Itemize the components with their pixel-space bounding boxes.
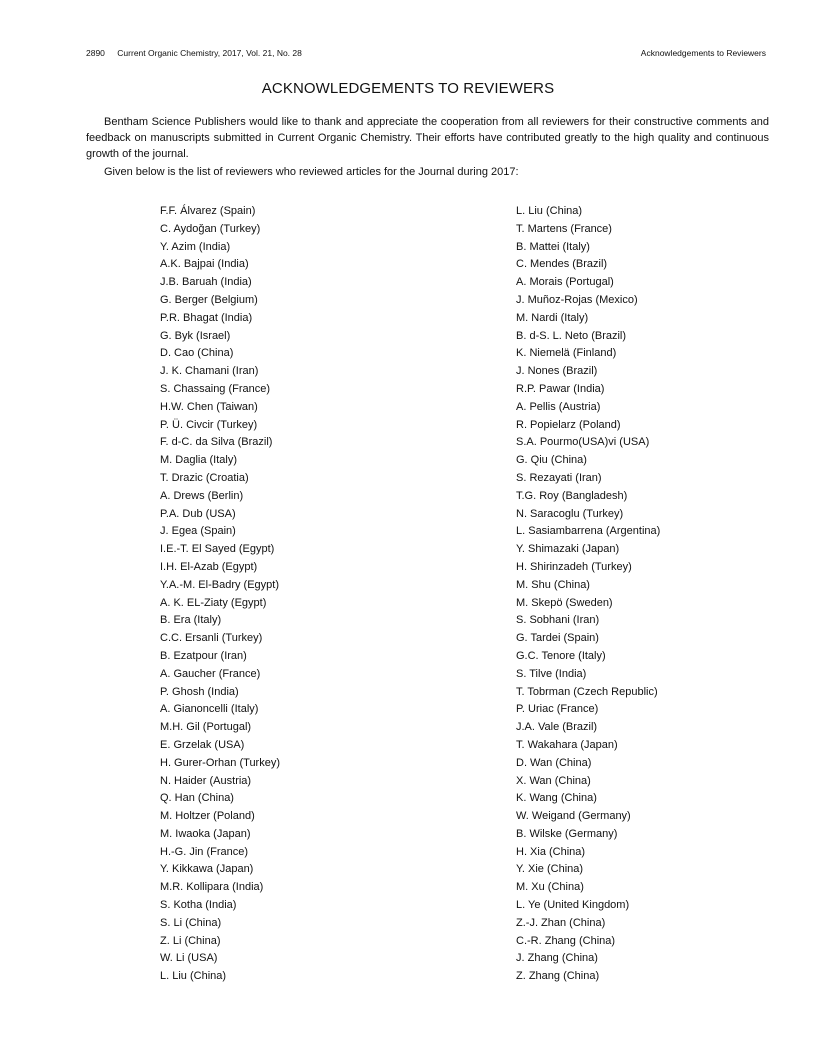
reviewer-entry: J. Nones (Brazil) (516, 365, 598, 378)
reviewer-entry: D. Wan (China) (516, 756, 592, 769)
reviewer-entry: T. Martens (France) (516, 222, 612, 235)
reviewer-entry: B. Era (Italy) (160, 614, 222, 627)
reviewer-entry: Y.A.-M. El-Badry (Egypt) (160, 578, 279, 591)
reviewer-entry: J. Muñoz-Rojas (Mexico) (516, 293, 638, 306)
reviewer-entry: Y. Kikkawa (Japan) (160, 863, 254, 876)
intro-paragraph: Bentham Science Publishers would like to thank and appreciate the cooperation from all reviewers for their constructive comments and feedback on manuscripts submitted in Current Organic Chemistry. Their efforts have contributed greatly to the high quality and continuous growth of the journal. (86, 116, 769, 160)
reviewer-entry: A. K. EL-Ziaty (Egypt) (160, 596, 267, 609)
reviewer-entry: P.R. Bhagat (India) (160, 311, 253, 324)
reviewer-entry: G. Berger (Belgium) (160, 293, 258, 306)
reviewer-entry: G.C. Tenore (Italy) (516, 649, 606, 662)
reviewer-entry: N. Saracoglu (Turkey) (516, 507, 624, 520)
page-title: ACKNOWLEDGEMENTS TO REVIEWERS (261, 80, 555, 97)
reviewer-entry: P. Ghosh (India) (160, 685, 239, 698)
reviewer-entry: B. Mattei (Italy) (516, 240, 590, 253)
running-header-section: Acknowledgements to Reviewers (640, 48, 766, 58)
reviewer-entry: P. Ü. Civcir (Turkey) (160, 418, 258, 431)
reviewer-entry: H.-G. Jin (France) (160, 845, 249, 858)
reviewer-entry: S. Chassaing (France) (160, 382, 271, 395)
journal-citation: Current Organic Chemistry, 2017, Vol. 21, No. 28 (117, 48, 302, 58)
reviewer-entry: L. Sasiambarrena (Argentina) (516, 525, 661, 538)
reviewer-entry: A. Pellis (Austria) (516, 400, 601, 413)
reviewer-entry: Y. Azim (India) (160, 240, 231, 253)
reviewer-entry: S.A. Pourmo(USA)vi (USA) (516, 436, 650, 449)
reviewer-list-right (516, 203, 660, 986)
page-number: 2890 (86, 48, 105, 58)
reviewer-entry: C.C. Ersanli (Turkey) (160, 632, 263, 645)
reviewer-entry: M. Skepö (Sweden) (516, 596, 613, 609)
reviewer-entry: B. d-S. L. Neto (Brazil) (516, 329, 627, 342)
reviewer-entry: B. Ezatpour (Iran) (160, 649, 247, 662)
reviewer-entry: M. Holtzer (Poland) (160, 810, 255, 823)
reviewer-entry: A. Morais (Portugal) (516, 276, 614, 289)
reviewer-entry: K. Niemelä (Finland) (516, 347, 617, 360)
reviewer-entry: D. Cao (China) (160, 347, 234, 360)
reviewer-entry: M. Iwaoka (Japan) (160, 827, 251, 840)
reviewer-entry: X. Wan (China) (516, 774, 591, 787)
reviewer-entry: M. Xu (China) (516, 881, 584, 894)
reviewer-entry: H. Shirinzadeh (Turkey) (516, 560, 632, 573)
reviewer-entry: L. Liu (China) (516, 205, 583, 217)
reviewer-entry: M.R. Kollipara (India) (160, 881, 264, 894)
reviewer-entry: H. Xia (China) (516, 845, 586, 858)
reviewer-entry: N. Haider (Austria) (160, 774, 252, 787)
reviewer-entry: Q. Han (China) (160, 792, 234, 805)
reviewer-entry: I.E.-T. El Sayed (Egypt) (160, 543, 275, 556)
reviewer-entry: Y. Shimazaki (Japan) (516, 543, 620, 556)
reviewer-entry: E. Grzelak (USA) (160, 738, 245, 751)
reviewer-entry: T. Wakahara (Japan) (516, 738, 618, 751)
list-intro-paragraph: Given below is the list of reviewers who reviewed articles for the Journal during 2017: (104, 166, 519, 178)
reviewer-entry: M. Daglia (Italy) (160, 454, 238, 467)
reviewer-entry: G. Tardei (Spain) (516, 632, 599, 645)
reviewer-entry: T. Tobrman (Czech Republic) (516, 685, 658, 698)
reviewer-entry: G. Byk (Israel) (160, 329, 231, 342)
reviewer-entry: M. Nardi (Italy) (516, 311, 589, 324)
reviewer-entry: A. Gaucher (France) (160, 667, 261, 680)
reviewer-entry: B. Wilske (Germany) (516, 827, 618, 840)
reviewer-entry: C. Aydoğan (Turkey) (160, 222, 261, 235)
reviewer-entry: J. Zhang (China) (516, 952, 598, 965)
reviewer-entry: H. Gurer-Orhan (Turkey) (160, 756, 281, 769)
reviewer-entry: L. Liu (China) (160, 970, 227, 983)
reviewer-entry: A. Drews (Berlin) (160, 489, 244, 502)
reviewer-entry: P.A. Dub (USA) (160, 507, 236, 520)
reviewer-entry: H.W. Chen (Taiwan) (160, 400, 258, 413)
reviewer-entry: C.-R. Zhang (China) (516, 934, 616, 947)
reviewer-entry: S. Rezayati (Iran) (516, 471, 602, 484)
reviewer-entry: M.H. Gil (Portugal) (160, 721, 252, 734)
reviewer-entry: Z. Li (China) (160, 934, 221, 947)
reviewer-entry: Z. Zhang (China) (516, 970, 600, 983)
reviewer-entry: T. Drazic (Croatia) (160, 471, 249, 484)
reviewer-entry: M. Shu (China) (516, 578, 590, 591)
reviewer-entry: S. Sobhani (Iran) (516, 614, 600, 627)
reviewer-entry: I.H. El-Azab (Egypt) (160, 560, 258, 573)
reviewer-entry: G. Qiu (China) (516, 454, 587, 467)
reviewer-list-left (160, 203, 280, 986)
reviewer-entry: Y. Xie (China) (516, 863, 584, 876)
reviewer-entry: A.K. Bajpai (India) (160, 258, 249, 271)
reviewer-entry: W. Li (USA) (160, 952, 218, 965)
reviewer-entry: K. Wang (China) (516, 792, 597, 805)
reviewer-entry: C. Mendes (Brazil) (516, 258, 608, 271)
reviewer-entry: J.A. Vale (Brazil) (516, 721, 598, 734)
reviewer-entry: T.G. Roy (Bangladesh) (516, 489, 628, 502)
reviewer-entry: J. K. Chamani (Iran) (160, 365, 259, 378)
reviewer-entry: Z.-J. Zhan (China) (516, 916, 606, 929)
running-header-left (86, 48, 312, 58)
reviewer-entry: J.B. Baruah (India) (160, 276, 252, 289)
reviewer-entry: L. Ye (United Kingdom) (516, 899, 630, 912)
reviewer-entry: R. Popielarz (Poland) (516, 418, 621, 431)
reviewer-entry: A. Gianoncelli (Italy) (160, 703, 259, 716)
reviewer-entry: F.F. Álvarez (Spain) (160, 205, 256, 217)
reviewer-entry: F. d-C. da Silva (Brazil) (160, 436, 273, 449)
reviewer-entry: P. Uriac (France) (516, 703, 599, 716)
reviewer-entry: S. Kotha (India) (160, 899, 237, 912)
reviewer-entry: J. Egea (Spain) (160, 525, 236, 538)
reviewer-entry: R.P. Pawar (India) (516, 382, 605, 395)
reviewer-entry: S. Tilve (India) (516, 667, 587, 680)
reviewer-entry: W. Weigand (Germany) (516, 810, 631, 823)
reviewer-entry: S. Li (China) (160, 916, 222, 929)
